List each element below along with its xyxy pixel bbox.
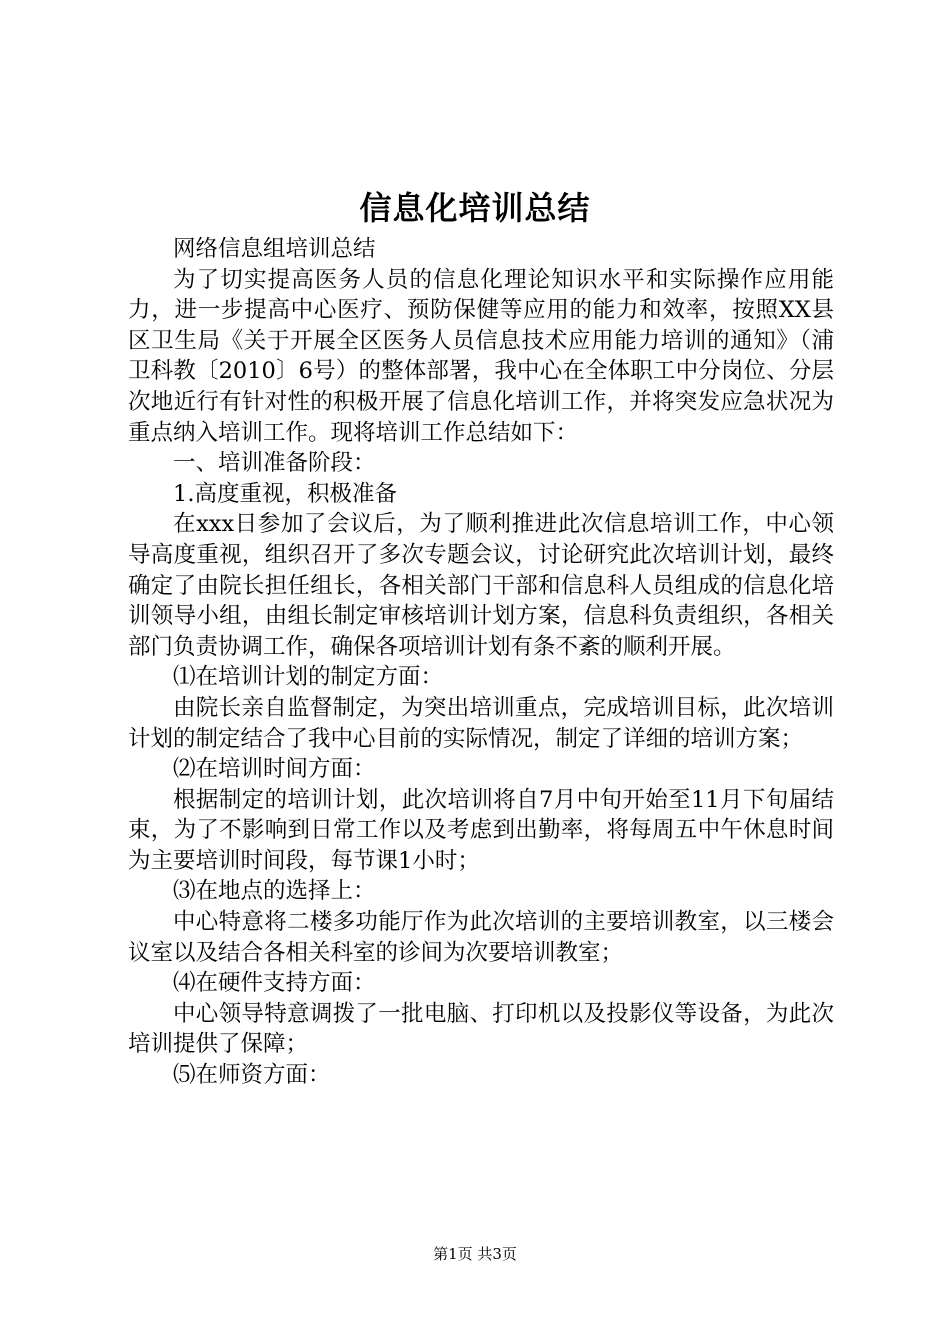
paragraph-item-heading: ⑴在培训计划的制定方面： bbox=[173, 664, 444, 691]
page-footer: 第1页 共3页 bbox=[433, 1245, 517, 1263]
paragraph-item-heading: ⑵在培训时间方面： bbox=[173, 756, 376, 783]
paragraph-item-heading: ⑶在地点的选择上： bbox=[173, 878, 376, 905]
paragraph-subheading: 1.高度重视，积极准备 bbox=[173, 480, 397, 507]
paragraph-body: 在xxx日参加了会议后，为了顺利推进此次信息培训工作，中心领导高度重视，组织召开了多次专题会议，讨论研究此次培训计划，最终确定了由院长担任组长，各相关部门干部和信息科人员组成的信息化培训领导小组，由组长制定审核培训计划方案，信息科负责组织，各相关部门负责协调工作，确保各项培训计划有条不紊的顺利开展。 bbox=[128, 511, 834, 660]
paragraph-item-heading: ⑷在硬件支持方面： bbox=[173, 970, 376, 997]
paragraph-intro: 为了切实提高医务人员的信息化理论知识水平和实际操作应用能力，进一步提高中心医疗、预防保健等应用的能力和效率，按照XX县区卫生局《关于开展全区医务人员信息技术应用能力培训的通知》（浦卫科教〔2010〕6号）的整体部署，我中心在全体职工中分岗位、分层次地近行有针对性的积极开展了信息化培训工作，并将突发应急状况为重点纳入培训工作。现将培训工作总结如下： bbox=[128, 266, 834, 446]
paragraph-body: 中心特意将二楼多功能厅作为此次培训的主要培训教室，以三楼会议室以及结合各相关科室的诊间为次要培训教室； bbox=[128, 909, 834, 966]
document-body bbox=[128, 234, 834, 1091]
paragraph-body: 根据制定的培训计划，此次培训将自7月中旬开始至11月下旬届结束，为了不影响到日常工作以及考虑到出勤率，将每周五中午休息时间为主要培训时间段，每节课1小时； bbox=[128, 786, 834, 874]
paragraph-body: 由院长亲自监督制定，为突出培训重点，完成培训目标，此次培训计划的制定结合了我中心目前的实际情况，制定了详细的培训方案； bbox=[128, 694, 834, 752]
document-title: 信息化培训总结 bbox=[359, 189, 591, 227]
paragraph-item-heading: ⑸在师资方面： bbox=[173, 1062, 331, 1089]
paragraph-subtitle: 网络信息组培训总结 bbox=[173, 236, 376, 262]
paragraph-body: 中心领导特意调拨了一批电脑、打印机以及投影仪等设备，为此次培训提供了保障； bbox=[128, 1000, 834, 1058]
paragraph-section-heading: 一、培训准备阶段： bbox=[173, 450, 376, 477]
